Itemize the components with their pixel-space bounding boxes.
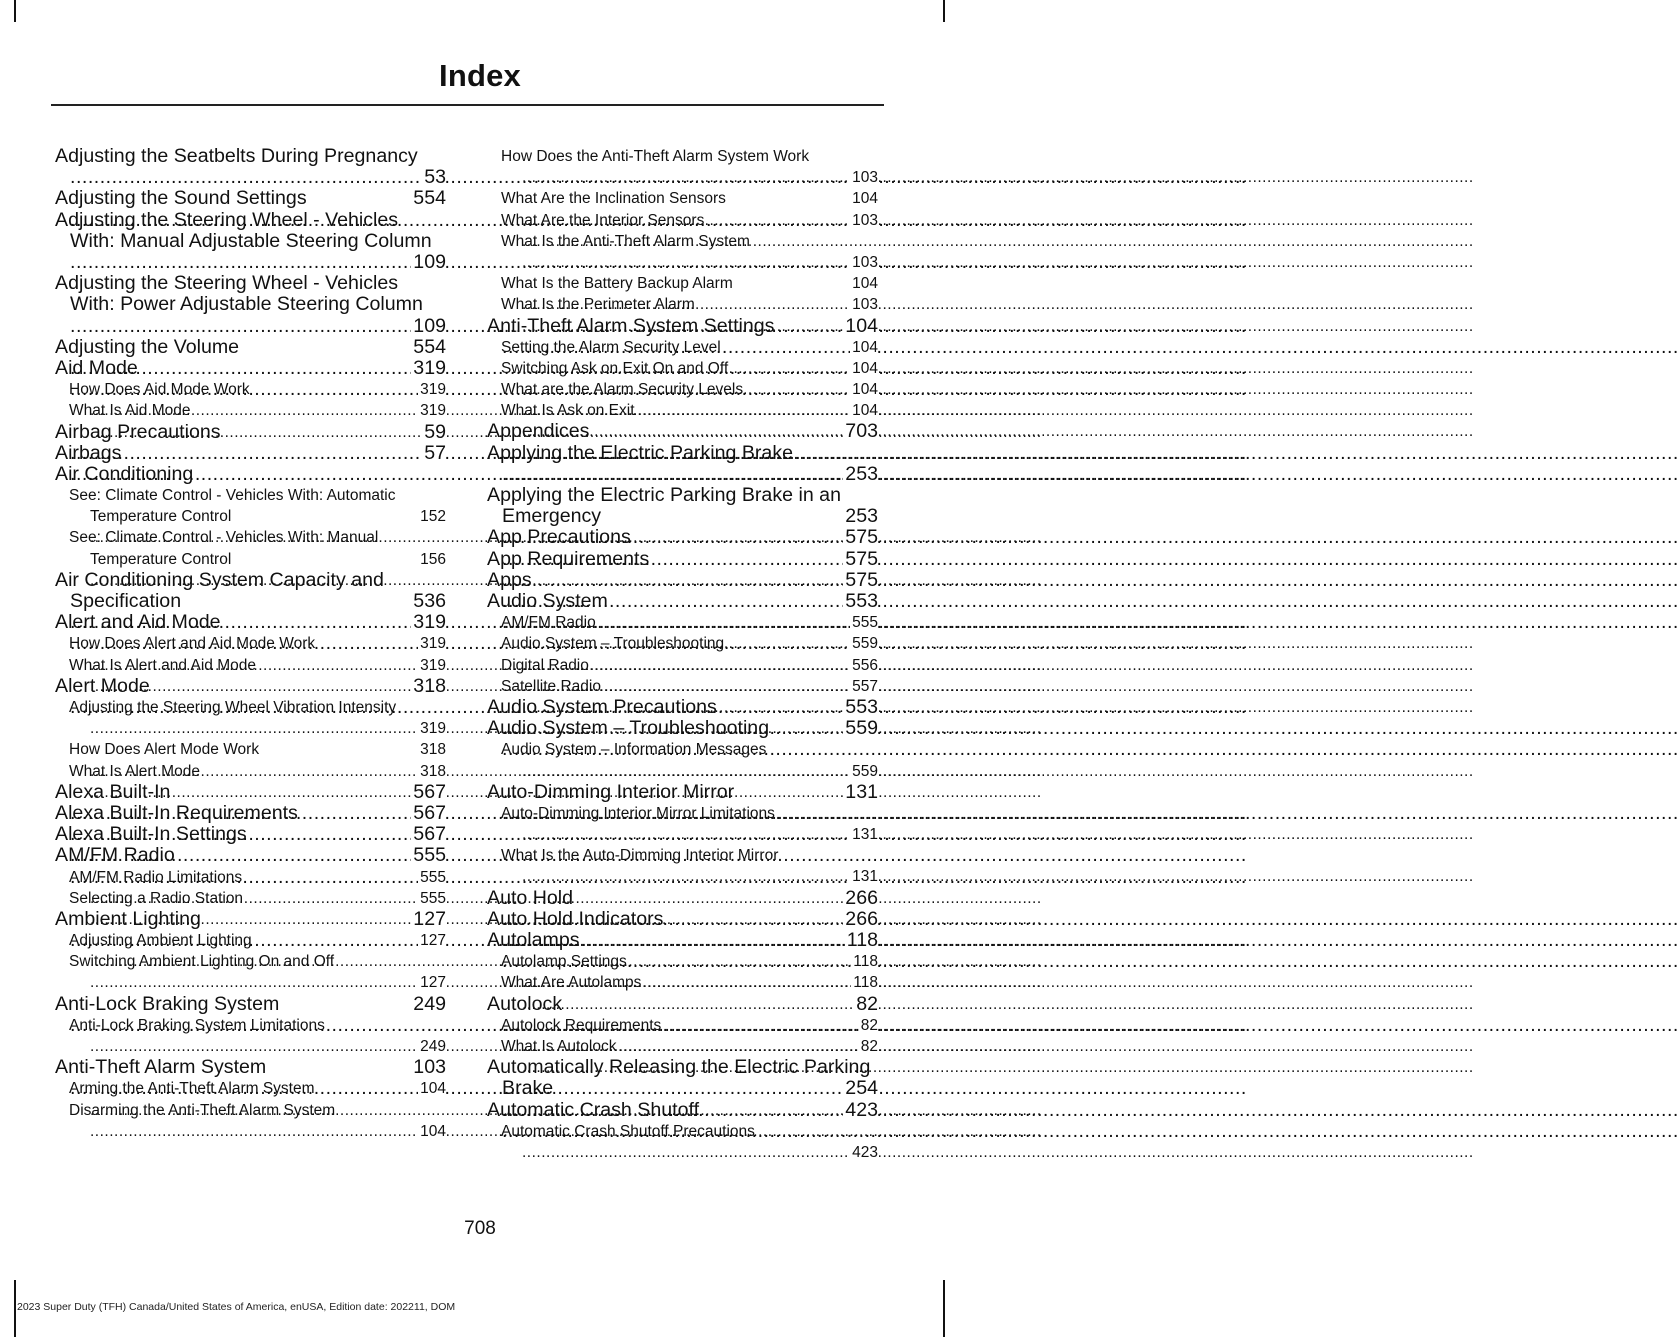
index-entry-page: 559 — [845, 717, 878, 740]
index-entry-page: 319 — [413, 611, 446, 634]
index-entry-page: 249 — [413, 992, 446, 1015]
index-entry-text: Anti-Lock Braking System ..... — [70, 994, 446, 1015]
index-column-right — [487, 146, 878, 1163]
index-entry-text: Autolock Requirements ..... — [522, 1015, 878, 1036]
index-entry-page: 555 — [413, 844, 446, 867]
index-subentry[interactable] — [487, 655, 878, 676]
index-entry-text: Adjusting Ambient Lighting ..... — [90, 930, 446, 951]
index-entry-text: Anti-Theft Alarm System ..... — [70, 1057, 446, 1078]
index-entry-page: 319 — [413, 356, 446, 379]
index-subentry[interactable] — [487, 739, 878, 781]
index-entry[interactable] — [487, 316, 878, 337]
index-entry-page: 555 — [850, 612, 878, 633]
index-entry[interactable] — [487, 443, 878, 485]
index-subentry[interactable] — [487, 803, 878, 845]
index-entry-page: 104 — [418, 1078, 446, 1099]
index-entry-text: Adjusting the Steering Wheel - Vehicles With: Manual Adjustable Steering Column ..... — [70, 210, 446, 274]
index-subentry[interactable] — [55, 400, 446, 421]
index-entry-text: What Is Ask on Exit ..... — [522, 400, 878, 421]
index-entry-page: 567 — [413, 823, 446, 846]
index-entry[interactable] — [55, 1057, 446, 1078]
index-entry-page: 131 — [850, 824, 878, 845]
index-subentry[interactable] — [55, 655, 446, 676]
index-entry-text: Ambient Lighting ..... — [70, 909, 446, 930]
index-subentry[interactable] — [487, 845, 878, 887]
index-entry-page: 249 — [418, 1036, 446, 1057]
index-subentry[interactable] — [487, 1121, 878, 1163]
index-entry-page: 423 — [850, 1142, 878, 1163]
index-entry-text: Audio System – Troubleshooting ..... — [502, 718, 878, 739]
index-entry-text: Airbag Precautions ..... — [70, 422, 446, 443]
index-entry-text: App Precautions ..... — [502, 527, 878, 548]
index-subentry[interactable] — [487, 633, 878, 654]
index-subentry[interactable] — [55, 1100, 446, 1142]
index-entry[interactable] — [487, 421, 878, 442]
index-entry-text: What Is the Anti-Theft Alarm System ..... — [522, 231, 878, 273]
index-entry-text: Automatic Crash Shutoff Precautions ..... — [522, 1121, 878, 1163]
index-subentry[interactable] — [487, 972, 878, 993]
index-entry[interactable] — [55, 803, 446, 824]
index-entry-text: Autolamp Settings ..... — [522, 951, 878, 972]
index-entry[interactable] — [487, 485, 878, 527]
index-entry-text: Disarming the Anti-Theft Alarm System ..... — [90, 1100, 446, 1142]
index-entry[interactable] — [487, 930, 878, 951]
index-subentry[interactable] — [55, 697, 446, 739]
index-entry-text: What Are the Inclination Sensors ..... — [522, 188, 878, 209]
index-entry-text: Adjusting the Steering Wheel Vibration Intensity ..... — [90, 697, 446, 739]
index-entry-page: 57 — [424, 441, 446, 464]
index-entry-page: 318 — [418, 739, 446, 760]
crop-mark-top-left — [14, 0, 16, 22]
index-entry-page: 152 — [418, 506, 446, 527]
index-entry-page: 156 — [418, 549, 446, 570]
index-subentry[interactable] — [55, 888, 446, 909]
index-entry[interactable] — [55, 464, 446, 485]
index-subentry[interactable] — [55, 1015, 446, 1057]
index-entry[interactable] — [487, 527, 878, 548]
index-entry-page: 319 — [418, 633, 446, 654]
index-entry-page: 109 — [413, 314, 446, 337]
index-entry-text: How Does the Anti-Theft Alarm System Work ..... — [522, 146, 878, 188]
index-entry-page: 555 — [418, 867, 446, 888]
index-entry-text: What Is Alert Mode ..... — [90, 761, 446, 782]
index-entry-text: AM/FM Radio ..... — [70, 845, 446, 866]
page-title: Index — [439, 58, 521, 93]
page-number: 708 — [464, 1218, 496, 1239]
index-entry-text: Switching Ask on Exit On and Off ..... — [522, 358, 878, 379]
index-entry-page: 567 — [413, 780, 446, 803]
index-entry-text: Audio System – Troubleshooting ..... — [522, 633, 878, 654]
index-entry-page: 554 — [413, 335, 446, 358]
index-entry-page: 536 — [413, 590, 446, 613]
index-entry-text: Automatic Crash Shutoff ..... — [502, 1100, 878, 1121]
index-entry[interactable] — [487, 888, 878, 909]
index-entry-text: AM/FM Radio ..... — [522, 612, 878, 633]
index-entry-text: Alert Mode ..... — [70, 676, 446, 697]
index-entry-page: 319 — [418, 718, 446, 739]
index-entry-page: 82 — [859, 1015, 878, 1036]
index-entry-text: Autolock ..... — [502, 994, 878, 1015]
index-entry-page: 319 — [418, 379, 446, 400]
index-entry-text: Alert and Aid Mode ..... — [70, 612, 446, 633]
index-entry-page: 103 — [850, 167, 878, 188]
index-entry-page: 127 — [413, 907, 446, 930]
index-subentry[interactable] — [487, 379, 878, 400]
header-rule — [51, 104, 884, 106]
index-entry[interactable] — [487, 1100, 878, 1121]
index-entry-text: Appendices ..... — [502, 421, 878, 442]
index-entry-page: 131 — [850, 866, 878, 887]
index-entry[interactable] — [55, 612, 446, 633]
index-entry-text: How Does Aid Mode Work ..... — [90, 379, 446, 400]
index-entry-page: 254 — [845, 1077, 878, 1100]
index-entry-text: Anti-Theft Alarm System Settings ..... — [502, 316, 878, 337]
index-entry-text: How Does Alert Mode Work ..... — [90, 739, 446, 760]
index-entry-page: 575 — [845, 526, 878, 549]
index-subentry[interactable] — [487, 146, 878, 188]
index-entry-page: 318 — [418, 761, 446, 782]
index-subentry[interactable] — [487, 210, 878, 231]
index-entry-text: Adjusting the Seatbelts During Pregnancy ..... — [70, 146, 446, 188]
index-entry-text: See: Climate Control - Vehicles With: Manual Temperature Control ..... — [90, 527, 446, 569]
index-entry[interactable] — [55, 210, 446, 274]
index-entry-text: Anti-Lock Braking System Limitations ..... — [90, 1015, 446, 1057]
index-entry-text: What Are Autolamps ..... — [522, 972, 878, 993]
index-entry-page: 103 — [850, 294, 878, 315]
index-subentry[interactable] — [55, 633, 446, 654]
index-entry-page: 104 — [850, 400, 878, 421]
index-entry-page: 553 — [845, 695, 878, 718]
index-entry-page: 59 — [424, 420, 446, 443]
index-entry-page: 53 — [424, 166, 446, 189]
index-entry[interactable] — [55, 824, 446, 845]
index-entry-page: 553 — [845, 589, 878, 612]
index-entry-text: Auto-Dimming Interior Mirror Limitations ..... — [522, 803, 878, 845]
index-entry-text: AM/FM Radio Limitations ..... — [90, 867, 446, 888]
index-entry-text: Alexa Built-In ..... — [70, 782, 446, 803]
index-entry-text: What Are the Interior Sensors ..... — [522, 210, 878, 231]
index-entry-page: 253 — [845, 462, 878, 485]
index-entry[interactable] — [55, 845, 446, 866]
index-entry[interactable] — [55, 909, 446, 930]
index-entry-page: 104 — [850, 379, 878, 400]
index-entry-page: 118 — [851, 972, 878, 993]
index-subentry[interactable] — [487, 294, 878, 315]
index-entry-page: 103 — [850, 210, 878, 231]
index-entry-text: Adjusting the Sound Settings ..... — [70, 188, 446, 209]
index-entry-text: Autolamps ..... — [502, 930, 878, 951]
index-subentry[interactable] — [487, 358, 878, 379]
index-entry-text: App Requirements ..... — [502, 549, 878, 570]
index-entry-page: 557 — [850, 676, 878, 697]
index-entry-text: Automatically Releasing the Electric Parking Brake ..... — [502, 1057, 878, 1099]
index-entry-page: 423 — [845, 1098, 878, 1121]
index-entry-text: Apps ..... — [502, 570, 878, 591]
index-subentry[interactable] — [487, 951, 878, 972]
index-entry-page: 104 — [850, 273, 878, 294]
index-entry-page: 127 — [418, 930, 446, 951]
index-subentry[interactable] — [55, 739, 446, 760]
index-entry-page: 104 — [850, 358, 878, 379]
index-subentry[interactable] — [55, 485, 446, 527]
index-entry-page: 266 — [845, 907, 878, 930]
index-entry[interactable] — [487, 697, 878, 718]
index-subentry[interactable] — [55, 867, 446, 888]
index-entry[interactable] — [55, 188, 446, 209]
index-subentry[interactable] — [55, 951, 446, 993]
index-entry-page: 319 — [418, 400, 446, 421]
index-subentry[interactable] — [55, 527, 446, 569]
index-entry-text: Applying the Electric Parking Brake in an Emergency ..... — [502, 485, 878, 527]
index-entry-page: 118 — [846, 929, 878, 952]
index-entry-text: Auto Hold Indicators ..... — [502, 909, 878, 930]
footer-edition-text: 2023 Super Duty (TFH) Canada/United States of America, enUSA, Edition date: 202211, DOM — [17, 1301, 456, 1313]
index-entry[interactable] — [487, 782, 878, 803]
index-entry-page: 82 — [859, 1036, 878, 1057]
index-entry[interactable] — [55, 443, 446, 464]
index-entry-page: 118 — [851, 951, 878, 972]
index-entry-page: 575 — [845, 547, 878, 570]
index-entry-text: What Is Aid Mode ..... — [90, 400, 446, 421]
index-entry-text: Air Conditioning System Capacity and Specification ..... — [70, 570, 446, 612]
index-entry-page: 554 — [413, 187, 446, 210]
index-entry-page: 266 — [845, 886, 878, 909]
index-entry-text: Audio System – Information Messages ..... — [522, 739, 878, 781]
crop-mark-bottom-left — [14, 1280, 16, 1337]
index-entry-text: Audio System ..... — [502, 591, 878, 612]
index-entry[interactable] — [487, 994, 878, 1015]
index-entry-page: 127 — [418, 972, 446, 993]
index-entry-text: Auto Hold ..... — [502, 888, 878, 909]
index-entry[interactable] — [487, 909, 878, 930]
index-entry-page: 104 — [845, 314, 878, 337]
index-entry-text: Arming the Anti-Theft Alarm System ..... — [90, 1078, 446, 1099]
index-entry[interactable] — [55, 570, 446, 612]
index-entry[interactable] — [487, 718, 878, 739]
index-entry-text: Alexa Built-In Settings ..... — [70, 824, 446, 845]
index-entry-text: Adjusting the Steering Wheel - Vehicles With: Power Adjustable Steering Column ..... — [70, 273, 446, 337]
index-entry[interactable] — [55, 146, 446, 188]
index-subentry[interactable] — [487, 400, 878, 421]
index-entry-text: Digital Radio ..... — [522, 655, 878, 676]
index-entry-page: 104 — [850, 337, 878, 358]
index-entry-text: Satellite Radio ..... — [522, 676, 878, 697]
index-entry-page: 556 — [850, 655, 878, 676]
index-entry-page: 253 — [845, 505, 878, 528]
index-entry-text: What Is the Battery Backup Alarm ..... — [522, 273, 878, 294]
index-entry-page: 103 — [850, 252, 878, 273]
index-entry[interactable] — [55, 676, 446, 697]
index-entry[interactable] — [487, 1057, 878, 1099]
index-entry[interactable] — [55, 273, 446, 337]
index-entry-text: Switching Ambient Lighting On and Off ..... — [90, 951, 446, 993]
index-entry[interactable] — [55, 358, 446, 379]
index-entry-page: 703 — [845, 420, 878, 443]
index-entry-text: What Is Autolock ..... — [522, 1036, 878, 1057]
index-entry-text: What Is the Auto-Dimming Interior Mirror ..... — [522, 845, 878, 887]
index-entry-text: Setting the Alarm Security Level ..... — [522, 337, 878, 358]
index-entry-text: See: Climate Control - Vehicles With: Automatic Temperature Control ..... — [90, 485, 446, 527]
index-entry-text: Adjusting the Volume ..... — [70, 337, 446, 358]
index-subentry[interactable] — [487, 188, 878, 209]
index-entry-page: 104 — [418, 1121, 446, 1142]
index-entry[interactable] — [487, 591, 878, 612]
index-subentry[interactable] — [487, 231, 878, 273]
index-entry-text: Selecting a Radio Station ..... — [90, 888, 446, 909]
index-entry-page: 109 — [413, 250, 446, 273]
index-subentry[interactable] — [55, 379, 446, 400]
index-entry-text: Audio System Precautions ..... — [502, 697, 878, 718]
index-subentry[interactable] — [55, 761, 446, 782]
crop-mark-top-right — [943, 0, 945, 22]
index-entry-text: Auto-Dimming Interior Mirror ..... — [502, 782, 878, 803]
index-subentry[interactable] — [487, 337, 878, 358]
index-entry[interactable] — [55, 337, 446, 358]
index-entry-page: 104 — [850, 188, 878, 209]
index-entry-page: 318 — [413, 674, 446, 697]
index-entry[interactable] — [487, 549, 878, 570]
index-subentry[interactable] — [487, 612, 878, 633]
index-entry-page: 131 — [845, 780, 878, 803]
index-entry-page: 319 — [418, 655, 446, 676]
index-entry-page: 103 — [413, 1056, 446, 1079]
index-entry-page: 559 — [850, 761, 878, 782]
index-entry[interactable] — [55, 422, 446, 443]
index-entry-text: Aid Mode ..... — [70, 358, 446, 379]
crop-mark-bottom-right — [943, 1280, 945, 1337]
index-subentry[interactable] — [487, 1015, 878, 1036]
index-entry-text: Alexa Built-In Requirements ..... — [70, 803, 446, 824]
index-entry[interactable] — [487, 570, 878, 591]
index-subentry[interactable] — [487, 676, 878, 697]
index-entry-page: 567 — [413, 801, 446, 824]
index-entry-page: 559 — [850, 633, 878, 654]
index-entry-text: Air Conditioning — [55, 462, 194, 485]
index-entry-text: What are the Alarm Security Levels ..... — [522, 379, 878, 400]
index-entry-text: How Does Alert and Aid Mode Work ..... — [90, 633, 446, 654]
index-subentry[interactable] — [55, 1078, 446, 1099]
index-subentry[interactable] — [487, 273, 878, 294]
index-subentry[interactable] — [55, 930, 446, 951]
index-entry-text: Airbags ..... — [70, 443, 446, 464]
index-entry-text: Applying the Electric Parking Brake ..... — [502, 443, 878, 485]
index-subentry[interactable] — [487, 1036, 878, 1057]
index-entry[interactable] — [55, 994, 446, 1015]
index-column-left — [55, 146, 446, 1142]
index-entry[interactable] — [55, 782, 446, 803]
index-entry-text: What Is Alert and Aid Mode ..... — [90, 655, 446, 676]
index-entry-page: 555 — [418, 888, 446, 909]
index-entry-page: 575 — [845, 568, 878, 591]
index-entry-page: 82 — [856, 992, 878, 1015]
index-entry-text: What Is the Perimeter Alarm ..... — [522, 294, 878, 315]
